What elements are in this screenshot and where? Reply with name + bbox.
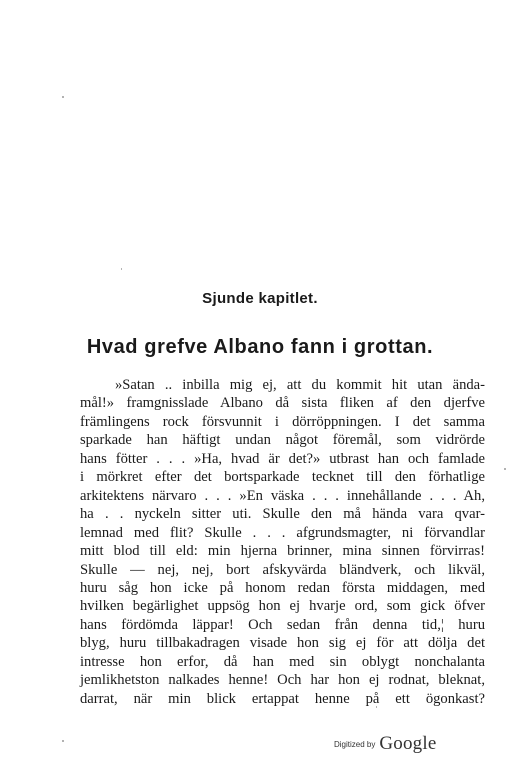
text-line: hvilken begärlighet uppsög hon ej hvarje ord, som gick öfver	[80, 598, 485, 615]
text-line: »Satan .. inbilla mig ej, att du kommit hit utan ända-	[115, 377, 485, 393]
text-line: intresse hon erfor, då han med sin oblygt nonchalanta	[80, 653, 485, 670]
text-line: hans fötter . . . »Ha, hvad är det?» utbrast han och famlade	[80, 450, 485, 467]
scan-speck	[62, 96, 64, 98]
text-line: främlingens rock försvunnit i dörröppningen. I det samma	[80, 413, 485, 430]
text-line: mitt blod till eld: min hjerna brinner, mina sinnen förvirras!	[80, 543, 485, 560]
text-line: huru såg hon icke på honom redan första middagen, med	[80, 579, 485, 596]
chapter-label: Sjunde kapitlet.	[202, 290, 318, 307]
google-logo: Google	[379, 733, 437, 754]
digitized-by-label: Digitized by	[334, 740, 376, 749]
scan-speck	[62, 740, 64, 742]
text-line: hans fördömda läppar! Och sedan från denna tid,¦ huru	[80, 616, 485, 633]
body-text	[80, 376, 485, 708]
text-line: lemnad med flit? Skulle . . . afgrundsmagter, ni förvandlar	[80, 524, 485, 541]
text-line: arkitektens närvaro . . . »En väska . . . innehållande . . . Ah,	[80, 487, 485, 504]
chapter-title: Hvad grefve Albano fann i grottan.	[86, 336, 434, 358]
text-line: ha . . nyckeln sitter uti. Skulle den må hända vara qvar-	[80, 506, 485, 523]
text-line: mål!» framgnisslade Albano då sista fliken af den djerfve	[80, 395, 485, 412]
text-line: i mörkret efter det bortsparkade tecknet till den förhatlige	[80, 469, 485, 486]
text-line: darrat, när min blick ertappat henne på ett ögonkast?	[80, 690, 485, 707]
text-line: Skulle — nej, nej, bort afskyvärda bländverk, och likväl,	[80, 561, 485, 578]
scan-speck	[121, 268, 122, 270]
text-line: jemlikhetston nalkades henne! Och har hon ej rodnat, bleknat,	[80, 672, 485, 689]
text-line: sparkade han häftigt undan något föremål, som vidrörde	[80, 432, 485, 449]
text-line: blyg, huru tillbakadragen visade hon sig ej för att dölja det	[80, 635, 485, 652]
digitized-by-watermark	[334, 733, 437, 755]
scan-speck	[504, 468, 506, 470]
